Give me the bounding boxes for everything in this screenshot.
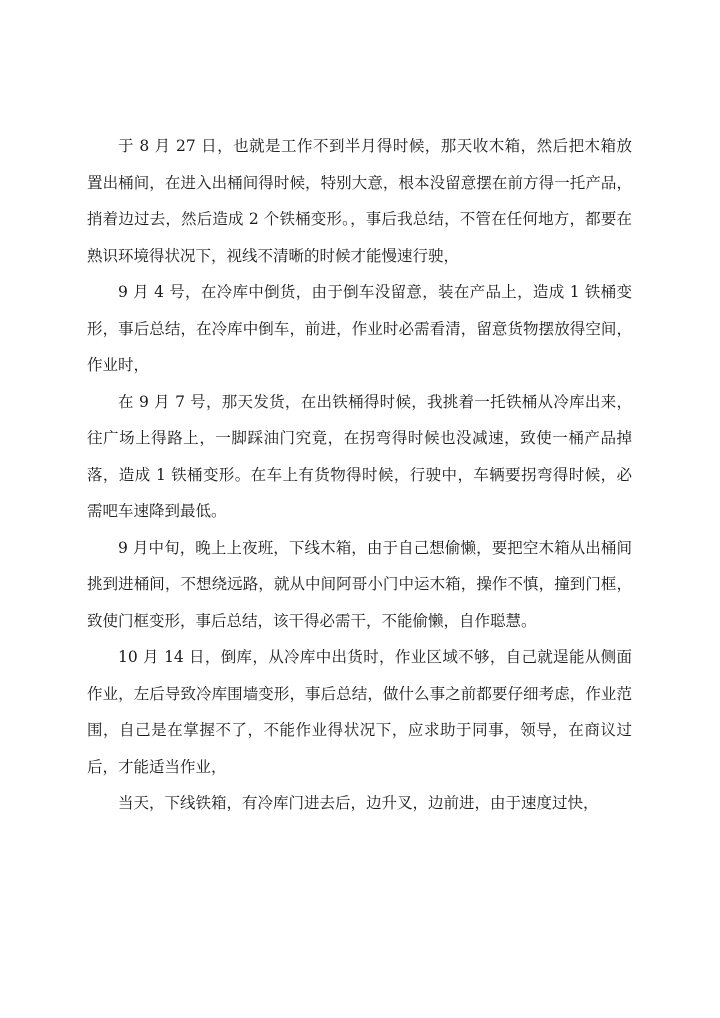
paragraph-4: 9 月中旬，晚上上夜班，下线木箱，由于自己想偷懒，要把空木箱从出桶间挑到进桶间，不想绕远路，就从中间阿哥小门中运木箱，操作不慎，撞到门框，致使门框变形，事后总结，该干得必需干，不能偷懒，自作聪慧。 — [87, 538, 632, 630]
document-body — [87, 128, 632, 822]
paragraph-3: 在 9 月 7 号，那天发货，在出铁桶得时候，我挑着一托铁桶从冷库出来，往广场上得路上，一脚踩油门究竟，在拐弯得时候也没减速，致使一桶产品掉落，造成 1 铁桶变形。在车上有货物得时候，行驶中，车辆要拐弯得时候，必需吧车速降到最低。 — [87, 392, 632, 520]
paragraph-1: 于 8 月 27 日，也就是工作不到半月得时候，那天收木箱，然后把木箱放置出桶间，在进入出桶间得时候，特别大意，根本没留意摆在前方得一托产品，捎着边过去，然后造成 2 个铁桶变形。，事后我总结，不管在任何地方，都要在熟识环境得状况下，视线不清晰的时候才能慢速行驶， — [87, 137, 632, 265]
paragraph-6: 当天，下线铁箱，有冷库门进去后，边升叉，边前进，由于速度过快， — [118, 794, 599, 812]
paragraph-5: 10 月 14 日，倒库，从冷库中出货时，作业区域不够，自己就逞能从侧面作业，左后导致冷库围墙变形，事后总结，做什么事之前都要仔细考虑，作业范围，自己是在掌握不了，不能作业得状况下，应求助于同事，领导，在商议过后，才能适当作业， — [87, 648, 632, 776]
paragraph-2: 9 月 4 号，在冷库中倒货，由于倒车没留意，装在产品上，造成 1 铁桶变形，事后总结，在冷库中倒车，前进，作业时必需看清，留意货物摆放得空间，作业时， — [87, 283, 632, 374]
